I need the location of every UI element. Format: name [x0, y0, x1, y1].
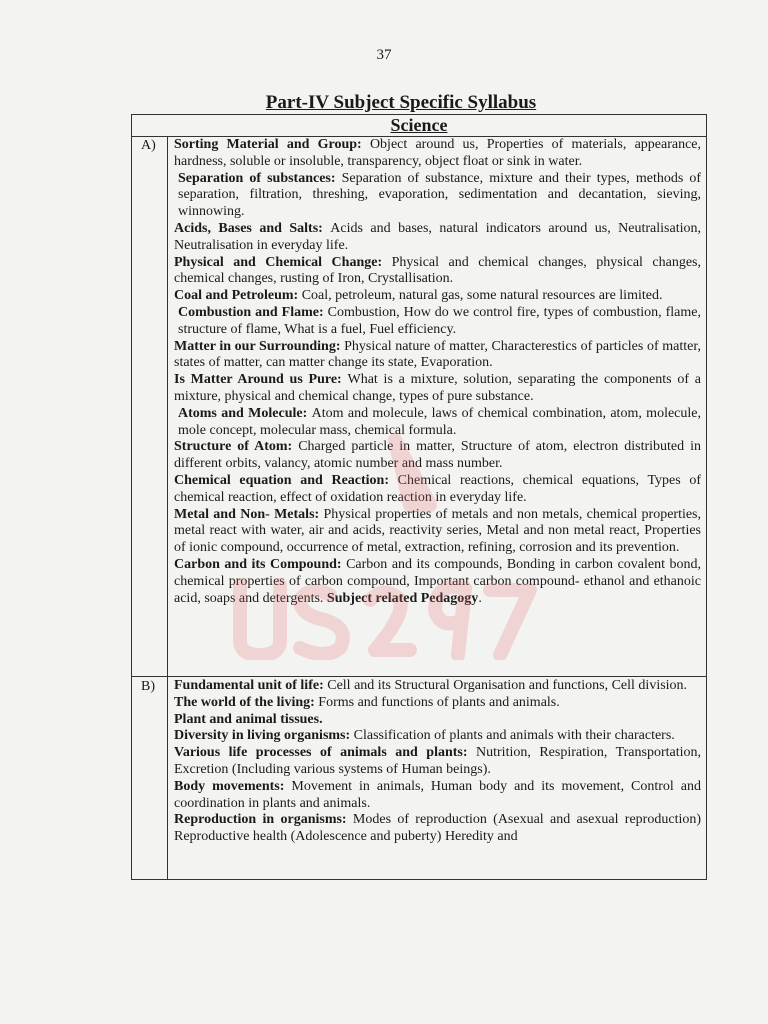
topic-item [174, 779, 701, 813]
topic-heading: Plant and animal tissues. [174, 711, 323, 727]
row-label-a: A) [132, 136, 168, 676]
topic-text: Carbon and its compounds, Bonding in carbon covalent bond, chemical properties of carbon compound, Important carbon compound- ethanol and ethanoic acid, soaps and detergents. [174, 556, 701, 606]
topic-heading: Separation of substances: [178, 170, 336, 186]
topic-item [174, 812, 701, 846]
topic-heading: Sorting Material and Group: [174, 137, 362, 152]
topic-text: What is a mixture, solution, separating the components of a mixture, physical and chemical change, types of pure substance. [174, 372, 702, 404]
topic-item [174, 406, 701, 440]
topic-heading: Metal and Non- Metals: [174, 506, 320, 522]
topic-item [174, 288, 701, 305]
row-content-a [168, 136, 706, 676]
topic-heading: Combustion and Flame: [178, 304, 324, 320]
topic-text: Cell and its Structural Organisation and functions, Cell division. [327, 678, 688, 693]
topic-text: Combustion, How do we control fire, types of combustion, flame, structure of flame, What is a fuel, Fuel efficiency. [178, 304, 701, 337]
topic-item [174, 339, 701, 373]
topic-item [174, 372, 701, 406]
topic-item [174, 712, 701, 729]
topic-heading: The world of the living: [174, 694, 315, 710]
topic-text: Object around us, Properties of materials, appearance, hardness, soluble or insoluble, transparency, object float or sink in water. [174, 137, 702, 169]
topic-text: Classification of plants and animals with their characters. [353, 728, 675, 744]
topic-heading: Is Matter Around us Pure: [174, 372, 342, 388]
topic-heading: Body movements: [174, 778, 285, 794]
topic-heading: Atoms and Molecule: [178, 405, 308, 421]
topic-item [174, 439, 701, 473]
topic-heading: Matter in our Surrounding: [174, 338, 341, 354]
topic-text: Modes of reproduction (Asexual and asexual reproduction) Reproductive health (Adolescence and puberty) Heredity and [174, 812, 702, 845]
topic-text: Coal, petroleum, natural gas, some natural resources are limited. [301, 288, 663, 304]
topic-text: Separation of substance, mixture and their types, methods of separation, filtration, threshing, evaporation, sedimentation and decantation, sieving, winnowing. [178, 170, 701, 220]
topic-item [174, 557, 701, 607]
topic-item [174, 305, 701, 339]
row-label-b: B) [132, 677, 168, 879]
topic-heading: Physical and Chemical Change: [174, 254, 383, 270]
section-row-a [132, 136, 706, 677]
topic-heading: Coal and Petroleum: [174, 288, 299, 304]
topic-item [174, 473, 701, 507]
part-title: Part-IV Subject Specific Syllabus [265, 92, 537, 113]
syllabus-table [131, 114, 707, 880]
topic-text: Charged particle in matter, Structure of atom, electron distributed in different orbits, valancy, atomic number and mass number. [174, 439, 701, 472]
topic-text: Physical and chemical changes, physical changes, chemical changes, rusting of Iron, Crystallisation. [174, 254, 701, 287]
topic-heading: Carbon and its Compound: [174, 556, 342, 572]
topic-item [174, 695, 701, 712]
topic-item [174, 507, 701, 557]
topic-heading: Fundamental unit of life: [174, 678, 324, 693]
topic-item [174, 255, 701, 289]
section-row-b [132, 677, 706, 879]
topic-item [174, 171, 701, 221]
topic-trailing-text: . [478, 590, 482, 606]
topic-item [174, 221, 701, 255]
topic-item [174, 728, 701, 745]
topic-text: Forms and functions of plants and animals. [318, 694, 560, 710]
topic-trailing-bold: Subject related Pedagogy [326, 590, 479, 606]
topic-item [174, 137, 701, 171]
topic-item [174, 678, 701, 695]
topic-heading: Diversity in living organisms: [174, 728, 351, 744]
topic-text: Physical nature of matter, Characterestics of particles of matter, states of matter, can matter change its state, Evaporation. [174, 338, 701, 371]
topic-heading: Reproduction in organisms: [174, 812, 347, 828]
topic-text: Chemical reactions, chemical equations, Types of chemical reaction, effect of oxidation reaction in everyday life. [174, 472, 702, 505]
row-content-b [168, 677, 706, 879]
topic-text: Nutrition, Respiration, Transportation, Excretion (Including various systems of Human beings). [174, 745, 702, 777]
topic-heading: Chemical equation and Reaction: [174, 472, 389, 488]
topic-heading: Acids, Bases and Salts: [174, 220, 323, 236]
topic-text: Movement in animals, Human body and its movement, Control and coordination in plants and animals. [174, 778, 702, 811]
table-header: Science [132, 115, 706, 137]
topic-heading: Various life processes of animals and plants: [174, 745, 468, 761]
topic-heading: Structure of Atom: [174, 439, 293, 455]
topic-text: Atom and molecule, laws of chemical combination, atom, molecule, mole concept, molecular mass, chemical formula. [178, 405, 701, 438]
topic-item [174, 745, 701, 779]
topic-text: Physical properties of metals and non metals, chemical properties, metal react with water, air and acids, reactivity series, Metal and non metal react, Properties of ionic compound, occurrence of metal, extraction, refining, corrosion and its prevention. [174, 506, 702, 556]
page-number: 37 [376, 47, 392, 63]
topic-text: Acids and bases, natural indicators around us, Neutralisation, Neutralisation in everyday life. [174, 220, 701, 253]
